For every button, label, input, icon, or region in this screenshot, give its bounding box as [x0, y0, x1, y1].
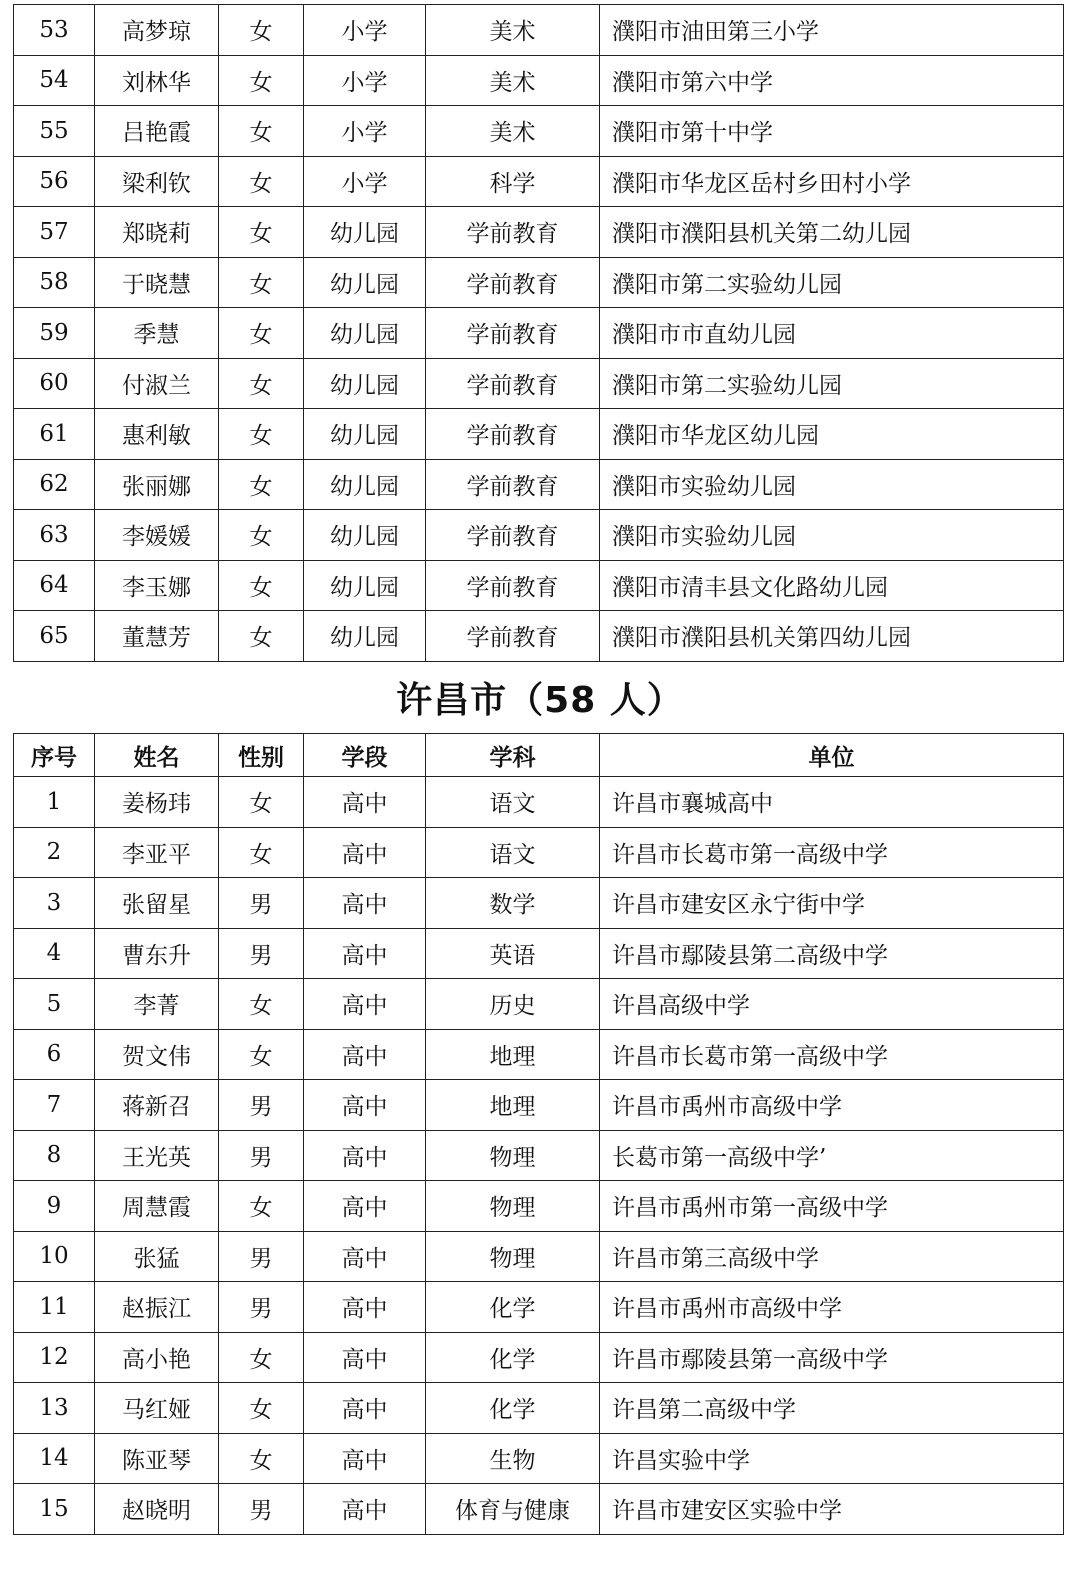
cell-index: 15 [14, 1484, 95, 1535]
cell-level: 幼儿园 [304, 459, 426, 510]
cell-level: 高中 [304, 928, 426, 979]
table-row [14, 878, 1064, 929]
cell-gender: 女 [219, 459, 304, 510]
cell-unit: 许昌市禹州市高级中学 [600, 1080, 1064, 1131]
cell-index: 12 [14, 1332, 95, 1383]
cell-subject: 学前教育 [426, 459, 600, 510]
cell-gender: 女 [219, 611, 304, 662]
table-row [14, 560, 1064, 611]
cell-level: 幼儿园 [304, 257, 426, 308]
table-row [14, 1484, 1064, 1535]
cell-unit: 许昌市鄢陵县第二高级中学 [600, 928, 1064, 979]
cell-name: 张猛 [95, 1231, 219, 1282]
cell-index: 6 [14, 1029, 95, 1080]
cell-subject: 化学 [426, 1282, 600, 1333]
cell-unit: 许昌高级中学 [600, 979, 1064, 1030]
cell-index: 7 [14, 1080, 95, 1131]
cell-level: 高中 [304, 827, 426, 878]
cell-level: 幼儿园 [304, 308, 426, 359]
cell-gender: 女 [219, 156, 304, 207]
cell-name: 郑晓莉 [95, 207, 219, 258]
cell-level: 幼儿园 [304, 510, 426, 561]
cell-subject: 美术 [426, 5, 600, 56]
cell-gender: 女 [219, 358, 304, 409]
cell-gender: 女 [219, 308, 304, 359]
table-row [14, 1080, 1064, 1131]
table-row [14, 257, 1064, 308]
cell-name: 蒋新召 [95, 1080, 219, 1131]
cell-subject: 化学 [426, 1383, 600, 1434]
cell-unit: 许昌市禹州市高级中学 [600, 1282, 1064, 1333]
table-row [14, 928, 1064, 979]
cell-index: 13 [14, 1383, 95, 1434]
cell-subject: 地理 [426, 1080, 600, 1131]
cell-level: 高中 [304, 1282, 426, 1333]
cell-subject: 学前教育 [426, 611, 600, 662]
cell-unit: 濮阳市第六中学 [600, 55, 1064, 106]
cell-name: 董慧芳 [95, 611, 219, 662]
table-header-row [14, 734, 1064, 777]
cell-gender: 男 [219, 1282, 304, 1333]
table-row [14, 1181, 1064, 1232]
cell-name: 季慧 [95, 308, 219, 359]
cell-index: 53 [14, 5, 95, 56]
cell-unit: 许昌市建安区实验中学 [600, 1484, 1064, 1535]
cell-level: 高中 [304, 1332, 426, 1383]
table-row [14, 1029, 1064, 1080]
cell-gender: 男 [219, 1130, 304, 1181]
cell-subject: 语文 [426, 777, 600, 828]
cell-index: 11 [14, 1282, 95, 1333]
cell-gender: 男 [219, 1080, 304, 1131]
cell-subject: 历史 [426, 979, 600, 1030]
cell-index: 5 [14, 979, 95, 1030]
table-row [14, 1433, 1064, 1484]
cell-gender: 女 [219, 979, 304, 1030]
table-row [14, 106, 1064, 157]
cell-name: 贺文伟 [95, 1029, 219, 1080]
cell-name: 张丽娜 [95, 459, 219, 510]
cell-gender: 女 [219, 1332, 304, 1383]
header-level: 学段 [304, 734, 426, 777]
cell-index: 4 [14, 928, 95, 979]
cell-unit: 濮阳市清丰县文化路幼儿园 [600, 560, 1064, 611]
cell-index: 9 [14, 1181, 95, 1232]
table-row [14, 1231, 1064, 1282]
cell-level: 小学 [304, 156, 426, 207]
cell-gender: 女 [219, 777, 304, 828]
table-row [14, 1332, 1064, 1383]
cell-level: 高中 [304, 979, 426, 1030]
cell-index: 1 [14, 777, 95, 828]
cell-level: 高中 [304, 1433, 426, 1484]
header-unit: 单位 [600, 734, 1064, 777]
cell-subject: 学前教育 [426, 257, 600, 308]
cell-gender: 女 [219, 106, 304, 157]
table-row [14, 308, 1064, 359]
cell-subject: 数学 [426, 878, 600, 929]
header-index: 序号 [14, 734, 95, 777]
cell-name: 惠利敏 [95, 409, 219, 460]
cell-index: 60 [14, 358, 95, 409]
cell-unit: 濮阳市濮阳县机关第二幼儿园 [600, 207, 1064, 258]
cell-subject: 科学 [426, 156, 600, 207]
cell-index: 10 [14, 1231, 95, 1282]
cell-name: 李玉娜 [95, 560, 219, 611]
cell-gender: 女 [219, 827, 304, 878]
cell-name: 刘林华 [95, 55, 219, 106]
cell-gender: 女 [219, 207, 304, 258]
cell-name: 姜杨玮 [95, 777, 219, 828]
cell-index: 58 [14, 257, 95, 308]
table-bottom-body [14, 777, 1064, 1535]
cell-gender: 女 [219, 1181, 304, 1232]
cell-index: 62 [14, 459, 95, 510]
header-gender: 性别 [219, 734, 304, 777]
table-row [14, 409, 1064, 460]
cell-unit: 许昌市长葛市第一高级中学 [600, 827, 1064, 878]
cell-unit: 长葛市第一高级中学’ [600, 1130, 1064, 1181]
cell-level: 高中 [304, 777, 426, 828]
cell-unit: 许昌市长葛市第一高级中学 [600, 1029, 1064, 1080]
cell-level: 高中 [304, 1383, 426, 1434]
cell-level: 小学 [304, 5, 426, 56]
cell-unit: 许昌实验中学 [600, 1433, 1064, 1484]
table-row [14, 611, 1064, 662]
cell-index: 64 [14, 560, 95, 611]
cell-index: 59 [14, 308, 95, 359]
cell-subject: 体育与健康 [426, 1484, 600, 1535]
cell-level: 幼儿园 [304, 409, 426, 460]
cell-subject: 学前教育 [426, 560, 600, 611]
cell-index: 65 [14, 611, 95, 662]
cell-name: 周慧霞 [95, 1181, 219, 1232]
cell-level: 高中 [304, 1484, 426, 1535]
cell-index: 3 [14, 878, 95, 929]
cell-subject: 化学 [426, 1332, 600, 1383]
teacher-table-top [13, 4, 1064, 662]
cell-gender: 女 [219, 1029, 304, 1080]
cell-unit: 许昌第二高级中学 [600, 1383, 1064, 1434]
cell-level: 幼儿园 [304, 207, 426, 258]
table-row [14, 979, 1064, 1030]
cell-level: 高中 [304, 1181, 426, 1232]
cell-index: 14 [14, 1433, 95, 1484]
cell-unit: 濮阳市华龙区岳村乡田村小学 [600, 156, 1064, 207]
cell-unit: 濮阳市实验幼儿园 [600, 510, 1064, 561]
cell-subject: 美术 [426, 106, 600, 157]
cell-unit: 濮阳市华龙区幼儿园 [600, 409, 1064, 460]
cell-subject: 地理 [426, 1029, 600, 1080]
cell-level: 幼儿园 [304, 560, 426, 611]
table-row [14, 207, 1064, 258]
cell-name: 赵振江 [95, 1282, 219, 1333]
cell-unit: 濮阳市第二实验幼儿园 [600, 257, 1064, 308]
header-subject: 学科 [426, 734, 600, 777]
cell-gender: 男 [219, 928, 304, 979]
table-top-body [14, 5, 1064, 662]
cell-gender: 女 [219, 1433, 304, 1484]
cell-index: 55 [14, 106, 95, 157]
header-name: 姓名 [95, 734, 219, 777]
cell-name: 于晓慧 [95, 257, 219, 308]
cell-name: 李菁 [95, 979, 219, 1030]
cell-level: 高中 [304, 1231, 426, 1282]
cell-gender: 男 [219, 1231, 304, 1282]
cell-subject: 英语 [426, 928, 600, 979]
table-row [14, 459, 1064, 510]
table-row [14, 827, 1064, 878]
cell-name: 李亚平 [95, 827, 219, 878]
cell-name: 赵晓明 [95, 1484, 219, 1535]
table-row [14, 777, 1064, 828]
table-row [14, 55, 1064, 106]
table-row [14, 1282, 1064, 1333]
cell-level: 高中 [304, 1130, 426, 1181]
cell-unit: 许昌市襄城高中 [600, 777, 1064, 828]
cell-subject: 学前教育 [426, 409, 600, 460]
cell-gender: 男 [219, 878, 304, 929]
cell-index: 2 [14, 827, 95, 878]
table-row [14, 5, 1064, 56]
cell-unit: 濮阳市第二实验幼儿园 [600, 358, 1064, 409]
cell-index: 8 [14, 1130, 95, 1181]
cell-subject: 语文 [426, 827, 600, 878]
cell-subject: 学前教育 [426, 358, 600, 409]
table-row [14, 156, 1064, 207]
cell-unit: 许昌市禹州市第一高级中学 [600, 1181, 1064, 1232]
cell-unit: 濮阳市第十中学 [600, 106, 1064, 157]
table-row [14, 358, 1064, 409]
cell-index: 63 [14, 510, 95, 561]
cell-subject: 物理 [426, 1130, 600, 1181]
cell-gender: 女 [219, 1383, 304, 1434]
cell-unit: 许昌市建安区永宁街中学 [600, 878, 1064, 929]
cell-name: 曹东升 [95, 928, 219, 979]
section-title: 许昌市（58 人） [396, 680, 684, 721]
cell-subject: 学前教育 [426, 308, 600, 359]
cell-level: 幼儿园 [304, 358, 426, 409]
cell-level: 幼儿园 [304, 611, 426, 662]
cell-name: 高小艳 [95, 1332, 219, 1383]
table-row [14, 1130, 1064, 1181]
cell-level: 高中 [304, 1080, 426, 1131]
cell-gender: 男 [219, 1484, 304, 1535]
cell-gender: 女 [219, 510, 304, 561]
cell-subject: 美术 [426, 55, 600, 106]
cell-subject: 生物 [426, 1433, 600, 1484]
cell-name: 付淑兰 [95, 358, 219, 409]
cell-unit: 濮阳市市直幼儿园 [600, 308, 1064, 359]
cell-unit: 濮阳市濮阳县机关第四幼儿园 [600, 611, 1064, 662]
cell-level: 小学 [304, 55, 426, 106]
cell-gender: 女 [219, 5, 304, 56]
cell-index: 54 [14, 55, 95, 106]
teacher-table-xuchang [13, 733, 1064, 1535]
cell-gender: 女 [219, 55, 304, 106]
cell-name: 马红娅 [95, 1383, 219, 1434]
cell-level: 小学 [304, 106, 426, 157]
cell-subject: 学前教育 [426, 510, 600, 561]
table-row [14, 510, 1064, 561]
cell-gender: 女 [219, 560, 304, 611]
cell-unit: 濮阳市实验幼儿园 [600, 459, 1064, 510]
cell-name: 陈亚琴 [95, 1433, 219, 1484]
cell-name: 梁利钦 [95, 156, 219, 207]
cell-name: 吕艳霞 [95, 106, 219, 157]
cell-gender: 女 [219, 409, 304, 460]
cell-level: 高中 [304, 1029, 426, 1080]
cell-name: 李媛媛 [95, 510, 219, 561]
cell-index: 61 [14, 409, 95, 460]
cell-name: 王光英 [95, 1130, 219, 1181]
cell-level: 高中 [304, 878, 426, 929]
cell-name: 张留星 [95, 878, 219, 929]
cell-unit: 许昌市第三高级中学 [600, 1231, 1064, 1282]
cell-subject: 物理 [426, 1181, 600, 1232]
cell-subject: 学前教育 [426, 207, 600, 258]
table-row [14, 1383, 1064, 1434]
cell-index: 57 [14, 207, 95, 258]
cell-unit: 许昌市鄢陵县第一高级中学 [600, 1332, 1064, 1383]
cell-name: 高梦琼 [95, 5, 219, 56]
cell-gender: 女 [219, 257, 304, 308]
cell-subject: 物理 [426, 1231, 600, 1282]
cell-unit: 濮阳市油田第三小学 [600, 5, 1064, 56]
cell-index: 56 [14, 156, 95, 207]
